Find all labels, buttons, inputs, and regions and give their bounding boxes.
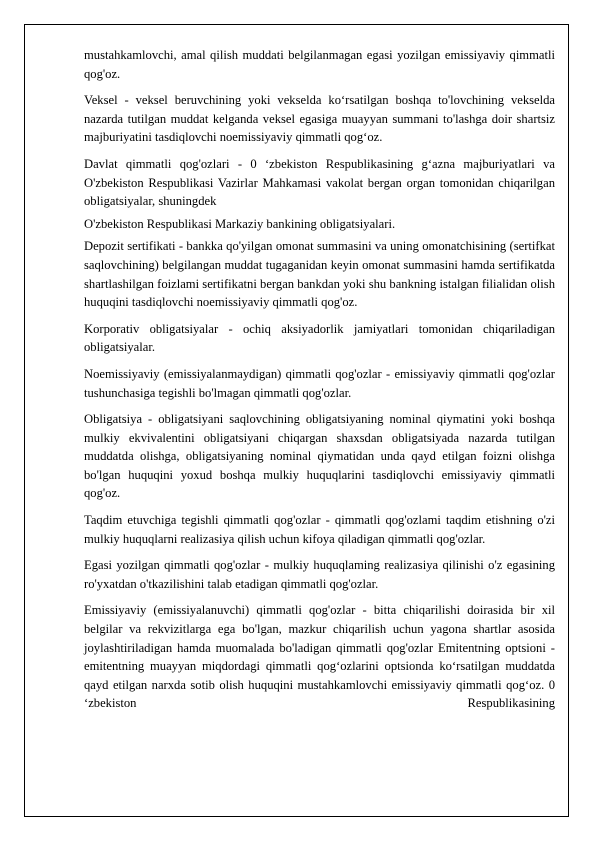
paragraph-noemissiyaviy-qimmatli-qogozlar: Noemissiyaviy (emissiyalanmaydigan) qimmatli qog'ozlar - emissiyaviy qimmatli qog'ozlar tushunchasiga tegishli bo'lmagan qimmatli qog'ozlar. bbox=[84, 366, 555, 400]
paragraph-obligatsiya: Obligatsiya - obligatsiyani saqlovchining obligatsiyaning nominal qiymatini yoki boshqa mulkiy ekvivalentini obligatsiyani chiqargan shaxsdan obligatsiyada nazarda tutilgan muddatda olishga, obligatsiyaning nominal qiymatidan unda qayd etilgan foizni olishga bo'lgan huquqini yoxud boshqa mulkiy huquqlarini tasdiqlovchi emissiyaviy qimmatli qog'oz. bbox=[84, 412, 555, 501]
paragraph-depozit-sertifikati: Depozit sertifikati - bankka qo'yilgan omonat summasini va uning omonatchisining (sertifkat saqlovchining) belgilangan muddat tugaganidan keyin omonat summasini hamda sertifikatda shartlashilgan foizlami sertifikatni bergan bankdan yoki shu bankning istalgan filialidan olish huquqini tasdiqlovchi noemissiyaviy qimmatli qog'oz. bbox=[84, 239, 555, 310]
paragraph-korporativ-obligatsiyalar: Korporativ obligatsiyalar - ochiq aksiyadorlik jamiyatlari tomonidan chiqariladigan obligatsiyalar. bbox=[84, 321, 555, 355]
paragraph-egasi-yozilgan: Egasi yozilgan qimmatli qog'ozlar - mulkiy huquqlaming realizasiya qilinishi o'z egasining ro'yxatdan o'tkazilishini talab etadigan qimmatli qog'ozlar. bbox=[84, 558, 555, 591]
paragraph-emissiyaviy-qimmatli-qogozlar: Emissiyaviy (emissiyalanuvchi) qimmatli qog'ozlar - bitta chiqarilishi doirasida bir xil belgilar va rekvizitlarga ega bo'lgan, mazkur chiqarilish uchun yagona shartlar asosida joylashtiriladigan hamda muomalada bo'ladigan qimmatli qog'ozlar Emitentning optsioni - emitentning muayyan miqdordagi qimmatli qog‘ozlarini optsionda ko‘rsatilgan muddatda qayd etilgan narxda sotib olish huquqini mustahkamlovchi emissiyaviy qimmatli qog‘oz. 0 ‘zbekiston Respublikasining bbox=[84, 603, 555, 711]
paragraph-davlat-qimmatli-qogozlari: Davlat qimmatli qog'ozlari - 0 ‘zbekiston Respublikasining g‘azna majburiyatlari va O'zbekiston Respublikasi Vazirlar Mahkamasi vakolat bergan organ tomonidan chiqarilgan obligatsiyalar, shuningdek bbox=[84, 156, 555, 209]
document-body bbox=[84, 46, 555, 721]
paragraph-emitent-option-continuation: mustahkamlovchi, amal qilish muddati belgilanmagan egasi yozilgan emissiyaviy qimmatli qog'oz. bbox=[84, 48, 555, 81]
paragraph-veksel: Veksel - veksel beruvchining yoki vekselda ko‘rsatilgan boshqa to'lovchining vekselda nazarda tutilgan muddat kelganda veksel egasiga muayyan summani to'lashga doir shartsiz majburiyatini tasdiqlovchi noemissiyaviy qimmatli qog‘oz. bbox=[84, 93, 555, 145]
paragraph-taqdim-etuvchiga-tegishli: Taqdim etuvchiga tegishli qimmatli qog'ozlar - qimmatli qog'ozlami taqdim etishning o'zi mulkiy huquqlarni realizasiya qilish uchun kifoya qiladigan qimmatli qog'ozlar. bbox=[84, 513, 555, 546]
paragraph-markaziy-bank-obligatsiyalari: O'zbekiston Respublikasi Markaziy bankining obligatsiyalari. bbox=[84, 216, 396, 231]
